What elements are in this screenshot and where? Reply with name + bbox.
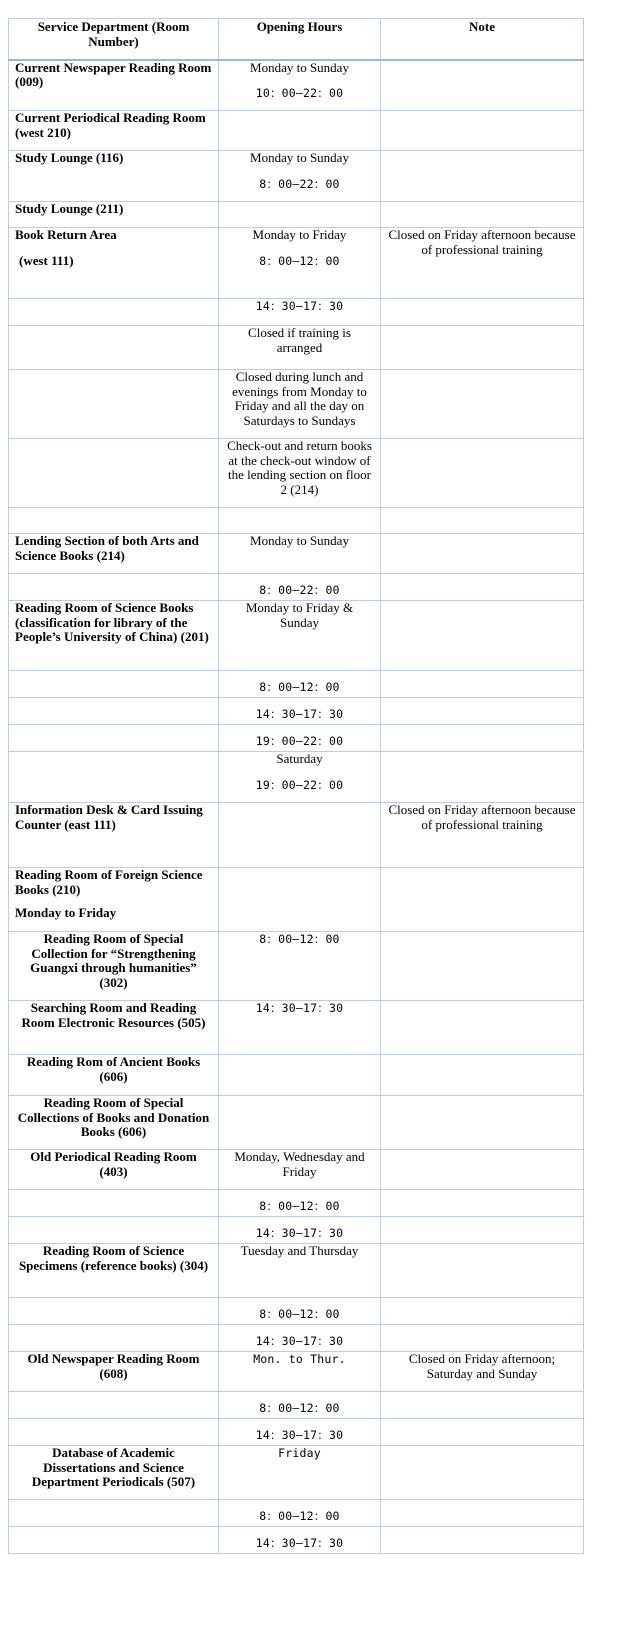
note-cell (381, 508, 584, 534)
department-cell (9, 1325, 219, 1352)
note-cell (381, 1298, 584, 1325)
table-row (9, 151, 584, 202)
hours-cell (219, 1096, 381, 1150)
department-cell: Lending Section of both Arts and Science Books (214) (9, 534, 219, 574)
table-row (9, 439, 584, 508)
hours-days: Saturday (276, 751, 323, 766)
hours-cell: Closed during lunch and evenings from Monday to Friday and all the day on Saturdays to Sundays (219, 370, 381, 439)
department-cell: Reading Room of Special Collections of Books and Donation Books (606) (9, 1096, 219, 1150)
hours-time: 10：00—22：00 (255, 86, 344, 100)
hours-cell (219, 151, 381, 202)
hours-time: 8：00—12：00 (259, 253, 340, 268)
hours-time: 19：00—22：00 (255, 734, 344, 748)
note-cell (381, 326, 584, 370)
note-cell (381, 1190, 584, 1217)
hours-cell (219, 1298, 381, 1325)
hours-cell (219, 202, 381, 228)
department-cell: Reading Room of Science Books (classification for library of the People’s University of China) (201) (9, 601, 219, 671)
hours-cell: Monday to Sunday (219, 534, 381, 574)
note-cell (381, 698, 584, 725)
note-cell (381, 1055, 584, 1096)
hours-cell: Tuesday and Thursday (219, 1244, 381, 1298)
hours-cell (219, 574, 381, 601)
table-row (9, 1190, 584, 1217)
table-row (9, 671, 584, 698)
department-name: Book Return Area (15, 227, 117, 242)
department-cell (9, 370, 219, 439)
note-cell (381, 1096, 584, 1150)
note-cell (381, 601, 584, 671)
table-row (9, 868, 584, 932)
hours-days: Mon. to Thur. (253, 1352, 346, 1366)
hours-cell: Monday to Friday & Sunday (219, 601, 381, 671)
header-note: Note (381, 19, 584, 60)
department-name: Reading Room of Foreign Science Books (210) (15, 867, 203, 897)
hours-cell (219, 1419, 381, 1446)
hours-cell (219, 1392, 381, 1419)
department-cell (9, 868, 219, 932)
department-cell: Reading Room of Special Collection for “Strengthening Guangxi through humanities” (302) (9, 932, 219, 1001)
note-cell (381, 932, 584, 1001)
hours-cell (219, 1500, 381, 1527)
note-cell: Closed on Friday afternoon; Saturday and Sunday (381, 1352, 584, 1392)
department-cell (9, 299, 219, 326)
department-cell: Current Newspaper Reading Room (009) (9, 60, 219, 111)
table-row (9, 803, 584, 868)
note-cell (381, 725, 584, 752)
table-row (9, 1150, 584, 1190)
hours-days: Monday to Sunday (250, 150, 349, 165)
hours-time: 14：30—17：30 (255, 707, 344, 721)
hours-time: 8：00—22：00 (259, 583, 340, 597)
hours-time: 8：00—12：00 (259, 932, 340, 946)
department-cell: Study Lounge (211) (9, 202, 219, 228)
header-service-department: Service Department (Room Number) (9, 19, 219, 60)
hours-cell (219, 1527, 381, 1554)
hours-cell (219, 111, 381, 151)
department-cell (9, 228, 219, 299)
note-cell (381, 1419, 584, 1446)
header-opening-hours: Opening Hours (219, 19, 381, 60)
note-cell (381, 1325, 584, 1352)
department-cell: Old Periodical Reading Room (403) (9, 1150, 219, 1190)
department-cell: Old Newspaper Reading Room (608) (9, 1352, 219, 1392)
hours-cell (219, 725, 381, 752)
department-cell (9, 326, 219, 370)
table-row (9, 534, 584, 574)
department-cell (9, 1217, 219, 1244)
table-row (9, 1392, 584, 1419)
note-cell (381, 60, 584, 111)
department-cell (9, 698, 219, 725)
table-row (9, 601, 584, 671)
hours-time: 14：30—17：30 (255, 1226, 344, 1240)
department-cell (9, 439, 219, 508)
department-cell: Searching Room and Reading Room Electronic Resources (505) (9, 1001, 219, 1055)
hours-time: 8：00—12：00 (259, 1509, 340, 1523)
hours-days: Monday to Sunday (250, 59, 349, 75)
hours-cell (219, 1001, 381, 1055)
hours-cell (219, 868, 381, 932)
department-cell (9, 1419, 219, 1446)
department-cell (9, 508, 219, 534)
table-row (9, 299, 584, 326)
note-cell (381, 1446, 584, 1500)
note-cell (381, 151, 584, 202)
table-row (9, 1419, 584, 1446)
hours-cell: Monday, Wednesday and Friday (219, 1150, 381, 1190)
hours-time: 8：00—12：00 (259, 1199, 340, 1213)
department-cell (9, 752, 219, 803)
hours-time: 8：00—12：00 (259, 1307, 340, 1321)
hours-cell (219, 299, 381, 326)
department-cell: Information Desk & Card Issuing Counter (east 111) (9, 803, 219, 868)
department-cell: Study Lounge (116) (9, 151, 219, 202)
hours-time: 14：30—17：30 (255, 1334, 344, 1348)
note-cell (381, 439, 584, 508)
opening-hours-table (8, 18, 584, 1554)
department-cell (9, 1527, 219, 1554)
hours-cell (219, 932, 381, 1001)
department-cell: Reading Room of Science Specimens (reference books) (304) (9, 1244, 219, 1298)
table-row (9, 1527, 584, 1554)
note-cell (381, 1001, 584, 1055)
department-cell: Current Periodical Reading Room (west 210) (9, 111, 219, 151)
hours-cell (219, 228, 381, 299)
department-days: Monday to Friday (15, 905, 117, 920)
hours-time: 14：30—17：30 (255, 299, 344, 313)
table-row (9, 752, 584, 803)
department-cell: Database of Academic Dissertations and Science Department Periodicals (507) (9, 1446, 219, 1500)
note-cell (381, 1392, 584, 1419)
hours-cell (219, 1325, 381, 1352)
table-row (9, 1298, 584, 1325)
table-row (9, 370, 584, 439)
table-row (9, 1325, 584, 1352)
hours-cell: Closed if training is arranged (219, 326, 381, 370)
hours-cell (219, 803, 381, 868)
table-row (9, 1217, 584, 1244)
note-cell (381, 574, 584, 601)
table-row (9, 60, 584, 111)
note-cell (381, 1527, 584, 1554)
note-cell (381, 299, 584, 326)
hours-cell (219, 1352, 381, 1392)
table-row (9, 725, 584, 752)
hours-time: 14：30—17：30 (255, 1428, 344, 1442)
note-cell (381, 111, 584, 151)
note-cell: Closed on Friday afternoon because of professional training (381, 228, 584, 299)
department-cell (9, 1392, 219, 1419)
table-row (9, 202, 584, 228)
table-row (9, 111, 584, 151)
table-row (9, 574, 584, 601)
hours-cell: Check-out and return books at the check-out window of the lending section on floor 2 (214) (219, 439, 381, 508)
table-row (9, 1244, 584, 1298)
note-cell (381, 534, 584, 574)
hours-cell (219, 752, 381, 803)
note-cell (381, 1500, 584, 1527)
department-cell (9, 574, 219, 601)
table-row (9, 1352, 584, 1392)
table-row (9, 326, 584, 370)
hours-cell (219, 60, 381, 111)
hours-cell (219, 1190, 381, 1217)
hours-time: 19：00—22：00 (255, 777, 344, 792)
note-cell (381, 671, 584, 698)
department-cell (9, 1500, 219, 1527)
hours-cell (219, 508, 381, 534)
hours-time: 8：00—22：00 (259, 176, 340, 191)
department-cell (9, 1298, 219, 1325)
table-row (9, 1500, 584, 1527)
hours-time: 14：30—17：30 (255, 1001, 344, 1015)
hours-cell (219, 1055, 381, 1096)
note-cell (381, 1244, 584, 1298)
note-cell (381, 370, 584, 439)
hours-cell (219, 1217, 381, 1244)
table-row (9, 1001, 584, 1055)
note-cell (381, 1150, 584, 1190)
department-cell (9, 1190, 219, 1217)
table-row (9, 1096, 584, 1150)
hours-days: Friday (278, 1446, 321, 1460)
hours-cell (219, 671, 381, 698)
table-row (9, 932, 584, 1001)
department-cell (9, 671, 219, 698)
note-cell (381, 752, 584, 803)
department-cell: Reading Rom of Ancient Books (606) (9, 1055, 219, 1096)
note-cell (381, 868, 584, 932)
department-room: (west 111) (19, 252, 74, 268)
header-row (9, 19, 584, 60)
hours-time: 8：00—12：00 (259, 680, 340, 694)
table-row (9, 698, 584, 725)
note-cell (381, 202, 584, 228)
note-cell (381, 1217, 584, 1244)
table-row (9, 1446, 584, 1500)
hours-time: 8：00—12：00 (259, 1401, 340, 1415)
hours-cell (219, 698, 381, 725)
department-cell (9, 725, 219, 752)
table-row (9, 508, 584, 534)
note-cell: Closed on Friday afternoon because of professional training (381, 803, 584, 868)
hours-cell (219, 1446, 381, 1500)
hours-time: 14：30—17：30 (255, 1536, 344, 1550)
table-row (9, 228, 584, 299)
hours-days: Monday to Friday (252, 227, 347, 242)
table-row (9, 1055, 584, 1096)
